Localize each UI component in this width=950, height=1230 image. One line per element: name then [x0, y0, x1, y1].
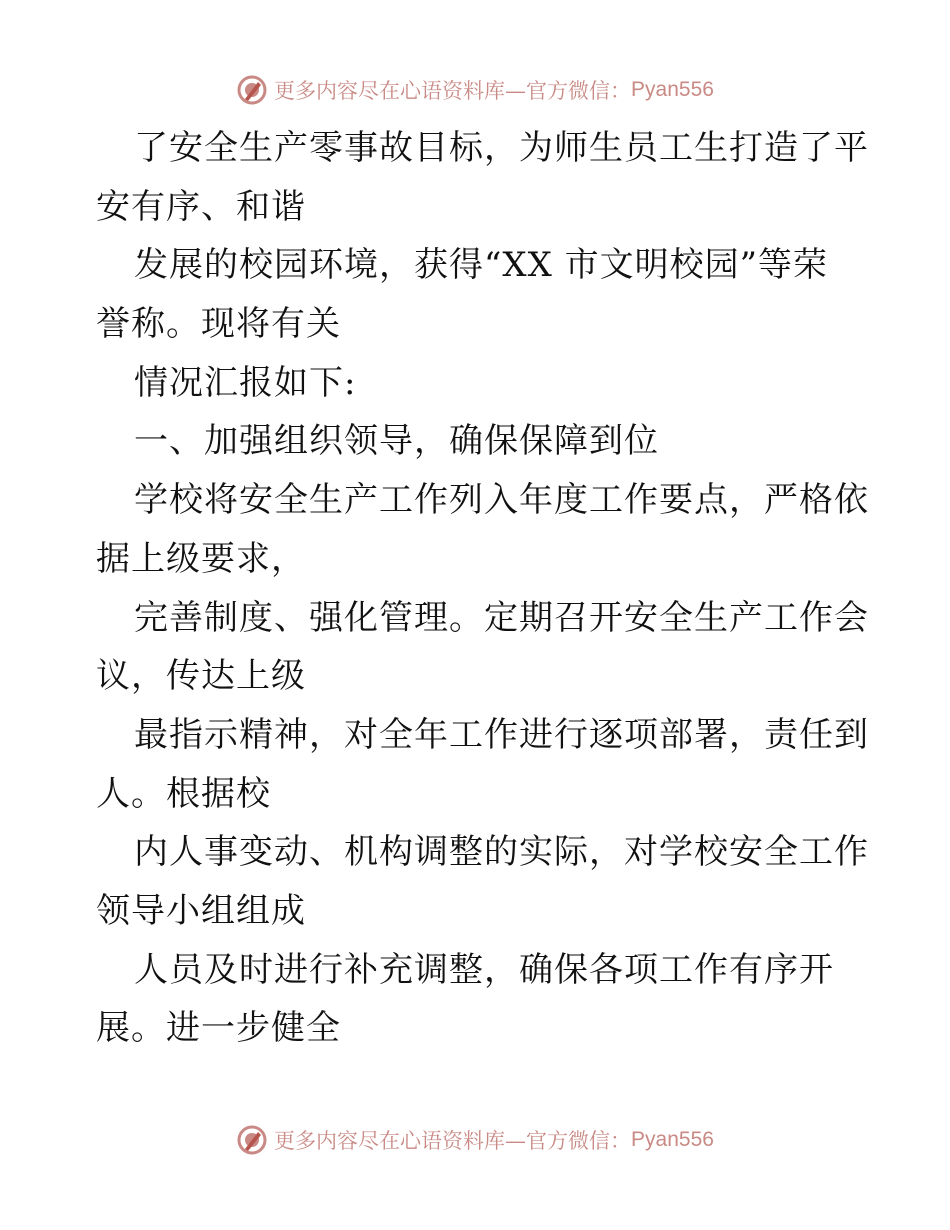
document-body — [96, 119, 886, 1058]
text-line: 情况汇报如下: — [134, 362, 357, 403]
text-line: 安有序、和谐 — [96, 186, 306, 227]
text-line: 人员及时进行补充调整，确保各项工作有序开 — [134, 949, 834, 990]
watermark-id: Pyan556 — [631, 78, 714, 101]
text-line: 学校将安全生产工作列入年度工作要点，严格依 — [134, 480, 869, 521]
text-line: 最指示精神，对全年工作进行逐项部署，责任到 — [134, 714, 869, 755]
text-line: 誉称。现将有关 — [96, 304, 341, 345]
pen-logo-icon — [236, 74, 268, 106]
watermark-id: Pyan556 — [631, 1128, 714, 1151]
section-heading: 一、加强组织领导，确保保障到位 — [134, 421, 659, 462]
text-line: 议，传达上级 — [96, 656, 306, 697]
text-line: 完善制度、强化管理。定期召开安全生产工作会 — [134, 597, 869, 638]
text-line: 领导小组组成 — [96, 890, 306, 931]
text-line: 人。根据校 — [96, 773, 271, 814]
watermark-text: 更多内容尽在心语资料库—官方微信： — [274, 79, 632, 103]
text-line: 了安全生产零事故目标，为师生员工生打造了平 — [134, 128, 869, 168]
footer-watermark — [0, 1120, 950, 1160]
header-watermark — [0, 70, 950, 110]
text-line: 据上级要求， — [96, 538, 306, 579]
text-line: 发展的校园环境，获得“XX 市文明校园”等荣 — [134, 245, 828, 286]
text-line: 展。进一步健全 — [96, 1008, 341, 1049]
text-line: 内人事变动、机构调整的实际，对学校安全工作 — [134, 832, 869, 873]
watermark-text: 更多内容尽在心语资料库—官方微信： — [274, 1129, 632, 1153]
pen-logo-icon — [236, 1124, 268, 1156]
